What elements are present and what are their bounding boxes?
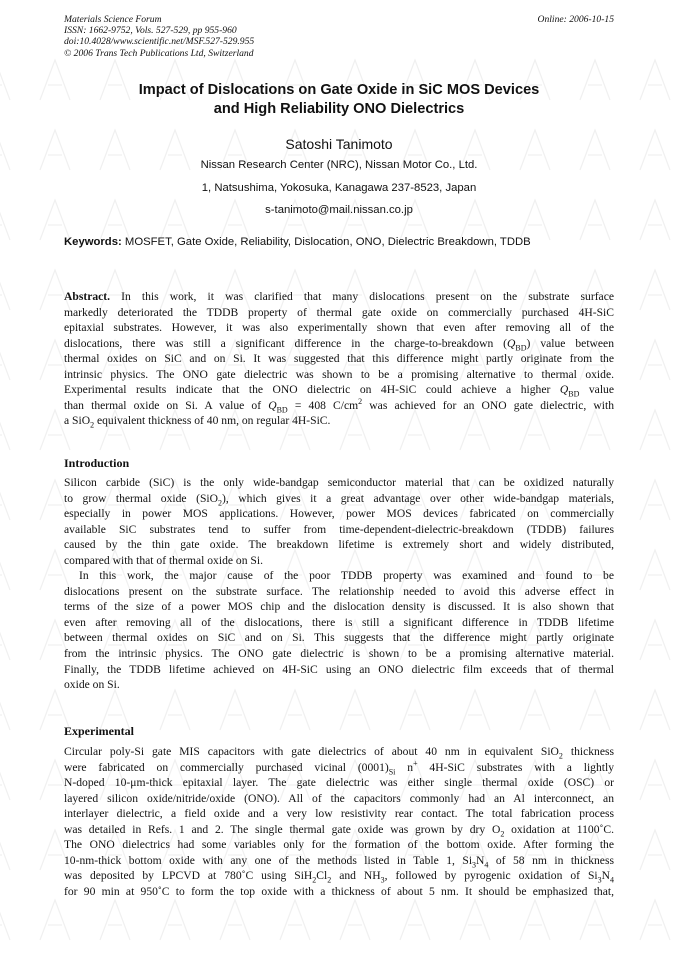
watermark-glyph	[0, 200, 10, 240]
watermark-glyph	[0, 270, 10, 310]
watermark-glyph	[640, 480, 670, 520]
author-name: Satoshi Tanimoto	[285, 136, 393, 152]
watermark-glyph	[580, 690, 610, 730]
abstract: Abstract. In this work, it was clarified that many dislocations present on the substrate surface markedly deteriorated the TDDB property of thermal gate oxide on commercially purchased 4H-SiC epitaxial substrates. However, it was also experimentally shown that even after removing all of the dislocations, there was still a significant difference in the charge-to-breakdown $(Q_{BD})$ value between thermal oxides on SiC and on Si. It was suggested that this difference might partly originate from the intrinsic physics. The ONO gate dielectric was shown to be a promising alternative to thermal oxide. Experimental results indicate that the ONO dielectric on 4H-SiC could achieve a higher $Q_{BD}$ value than thermal oxide on Si. A value of $Q_{BD} = 408$ $C/cm^2$ was achieved for an ONO gate dielectric, with a SiO$_2$ equivalent thickness of 40 nm, on regular 4H-SiC.	[64, 290, 615, 430]
watermark-glyph	[520, 690, 550, 730]
watermark-glyph	[640, 270, 670, 310]
watermark-glyph	[220, 900, 250, 940]
copyright: © 2006 Trans Tech Publications Ltd, Switzerland	[64, 47, 254, 59]
watermark-glyph	[160, 900, 190, 940]
keywords-label: Keywords:	[64, 236, 122, 248]
watermark-glyph	[640, 340, 670, 380]
watermark-glyph	[400, 900, 430, 940]
watermark-glyph	[640, 130, 670, 170]
watermark-glyph	[160, 690, 190, 730]
watermark-glyph	[640, 60, 670, 100]
watermark-glyph	[400, 690, 430, 730]
watermark-glyph	[460, 690, 490, 730]
abstract-label: Abstract.	[64, 290, 111, 303]
keywords-list: MOSFET, Gate Oxide, Reliability, Dislocation, ONO, Dielectric Breakdown, TDDB	[124, 236, 531, 248]
online-date: Online: 2006-10-15	[537, 14, 614, 25]
issn: ISSN: 1662-9752, Vols. 527-529, pp 955-960	[64, 25, 237, 37]
watermark-glyph	[220, 690, 250, 730]
watermark-glyph	[640, 410, 670, 450]
watermark-glyph	[280, 900, 310, 940]
watermark-glyph	[640, 200, 670, 240]
title-line-1: Impact of Dislocations on Gate Oxide in SiC MOS Devices	[138, 82, 540, 98]
watermark-glyph	[0, 550, 10, 590]
watermark-glyph	[0, 410, 10, 450]
experimental-heading: Experimental	[64, 724, 134, 738]
watermark-glyph	[0, 900, 10, 940]
watermark-glyph	[340, 690, 370, 730]
title-line-2: and High Reliability ONO Dielectrics	[213, 101, 465, 117]
watermark-glyph	[40, 900, 70, 940]
watermark-glyph	[280, 690, 310, 730]
watermark-glyph	[640, 830, 670, 870]
journal-name: Materials Science Forum	[64, 14, 162, 25]
watermark-glyph	[640, 550, 670, 590]
watermark-glyph	[640, 760, 670, 800]
watermark-glyph	[0, 480, 10, 520]
doi: doi:10.4028/www.scientific.net/MSF.527-529.955	[64, 36, 255, 48]
paper-title	[64, 81, 614, 119]
watermark-glyph	[0, 690, 10, 730]
watermark-glyph	[640, 900, 670, 940]
author-email[interactable]: s-tanimoto@mail.nissan.co.jp	[265, 204, 413, 216]
affiliation-2: 1, Natsushima, Yokosuka, Kanagawa 237-8523, Japan	[201, 182, 477, 194]
watermark-glyph	[0, 60, 10, 100]
watermark-glyph	[0, 130, 10, 170]
watermark-glyph	[340, 900, 370, 940]
watermark-glyph	[640, 690, 670, 730]
watermark-glyph	[0, 620, 10, 660]
journal-info	[64, 14, 254, 59]
experimental-body: Circular poly-Si gate MIS capacitors with gate dielectrics of about 40 nm in equivalent SiO$_2$ thickness were fabricated on commercially purchased vicinal $(0001)_{Si}$ n+ 4H-SiC substrates with a lightly N-doped 10-μm-thick epitaxial layer. The gate dielectric was either single thermal oxide (OSC) or layered silicon oxide/nitride/oxide (ONO). All of the capacitors commonly had an Al interconnect, an interlayer dielectric, a field oxide and a very low resistivity rear contact. The total fabrication process was detailed in Refs. 1 and 2. The single thermal gate oxide was grown by dry $O_2$ oxidation at 1100˚C. The ONO dielectrics had some variables only for the formation of the bottom oxide. After forming the 10-nm-thick bottom oxide with any one of the methods listed in Table 1, $Si_3N_4$ of 58 nm in thickness was deposited by LPCVD at 780˚C using $SiH_2Cl_2$ and $NH_3$, followed by pyrogenic oxidation of $Si_3N_4$ for 90 min at 950˚C to form the top oxide with a thickness of about 5 nm. It should be emphasized that,	[64, 745, 615, 898]
watermark-glyph	[0, 340, 10, 380]
watermark-glyph	[0, 830, 10, 870]
watermark-glyph	[460, 900, 490, 940]
introduction-heading: Introduction	[64, 456, 130, 470]
watermark-glyph	[0, 760, 10, 800]
introduction-body: Silicon carbide (SiC) is the only wide-bandgap semiconductor material that can be oxidized naturally to grow thermal oxide (SiO$_2$), which gives it a great advantage over other wide-bandgap materials, especially in power MOS applications. However, power MOS devices fabricated on commercially available SiC substrates tend to suffer from time-dependent-dielectric-breakdown (TDDB) failures caused by the thin gate oxide. The breakdown lifetime is extremely short and widely distributed, compared with that of thermal oxide on Si. In this work, the major cause of the poor TDDB property was examined and found to be dislocations present on the substrate surface. The relationship needed to avoid this adverse effect in terms of the size of a power MOS chip and the dislocation density is discussed. It is also shown that even after removing all of the dislocations, there is still a significant difference in TDDB lifetime between thermal oxides on SiC and on Si. This suggests that the difference might partly originate from the intrinsic physics. The ONO gate dielectric is shown to be a promising alternative material. Finally, the TDDB lifetime achieved on 4H-SiC using an ONO dielectric film exceeds that of thermal oxide on Si.	[64, 476, 614, 692]
keywords	[64, 236, 624, 248]
watermark-glyph	[520, 900, 550, 940]
watermark-glyph	[100, 900, 130, 940]
watermark-glyph	[580, 900, 610, 940]
affiliation-1: Nissan Research Center (NRC), Nissan Motor Co., Ltd.	[200, 159, 478, 171]
watermark-glyph	[640, 620, 670, 660]
